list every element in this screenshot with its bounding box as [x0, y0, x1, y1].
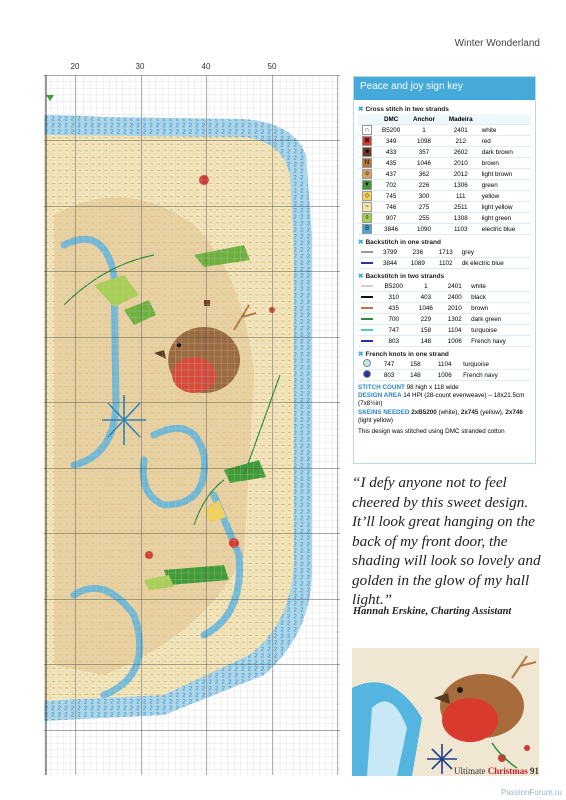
thread-madeira: 2012 [442, 169, 480, 180]
key-row [358, 314, 531, 325]
key-row [358, 325, 531, 336]
key-row [358, 147, 531, 158]
thread-name: grey [460, 247, 531, 258]
thread-dmc: 803 [376, 336, 412, 347]
thread-name: dark brown [480, 147, 531, 158]
thread-name: red [480, 136, 531, 147]
thread-name: electric blue [480, 224, 531, 235]
thread-anchor: 1098 [406, 136, 442, 147]
thread-swatch [358, 370, 376, 381]
thread-madeira: 1006 [440, 336, 469, 347]
cross-icon: ✖ [358, 273, 364, 280]
key-row [358, 169, 531, 180]
key-row [358, 136, 531, 147]
thread-madeira: 2400 [440, 292, 469, 303]
thread-name: brown [469, 303, 531, 314]
backstitch-two-heading: ✖ Backstitch in two strands [358, 273, 445, 280]
thread-anchor: 362 [406, 169, 442, 180]
thread-name: black [469, 292, 531, 303]
thread-swatch: ⊠ [358, 136, 376, 147]
table-header-row [358, 114, 531, 125]
key-row [358, 258, 531, 269]
thread-dmc: 437 [376, 169, 406, 180]
key-row [358, 158, 531, 169]
stitched-sample-photo [352, 648, 539, 776]
stitch-count: STITCH COUNT 98 high x 118 wide [358, 384, 459, 391]
thread-madeira: 1104 [429, 359, 462, 370]
thread-anchor: 1090 [406, 224, 442, 235]
thread-swatch [358, 359, 376, 370]
thread-swatch: ∩ [358, 125, 376, 136]
cross-stitch-heading: ✖ Cross stitch in two strands [358, 106, 449, 113]
quote-attribution: Hannah Erskine, Charting Assistant [353, 606, 512, 617]
thread-anchor: 226 [406, 180, 442, 191]
thread-note: This design was stitched using DMC stranded cotton [358, 427, 505, 435]
key-row [358, 191, 531, 202]
thread-madeira: 2602 [442, 147, 480, 158]
thread-swatch [358, 292, 376, 303]
thread-key-panel [353, 76, 536, 464]
thread-madeira: 1308 [442, 213, 480, 224]
thread-anchor: 148 [412, 336, 441, 347]
backstitch-one-heading: ✖ Backstitch in one strand [358, 239, 441, 246]
thread-anchor: 255 [406, 213, 442, 224]
key-row [358, 247, 531, 258]
thread-name: French navy [461, 370, 531, 381]
thread-swatch: N [358, 158, 376, 169]
thread-madeira: 1713 [432, 247, 460, 258]
thread-anchor: 403 [412, 292, 441, 303]
column-header: Madeira [442, 114, 480, 125]
column-header: DMC [376, 114, 406, 125]
thread-dmc: B5200 [376, 281, 412, 292]
thread-dmc: 435 [376, 158, 406, 169]
cross-icon: ✖ [358, 239, 364, 246]
thread-dmc: 3846 [376, 224, 406, 235]
key-row [358, 180, 531, 191]
thread-swatch: ■ [358, 147, 376, 158]
key-row [358, 224, 531, 235]
thread-name: light brown [480, 169, 531, 180]
thread-dmc: 700 [376, 314, 412, 325]
thread-dmc: 3799 [376, 247, 404, 258]
thread-swatch [358, 258, 376, 269]
key-row [358, 303, 531, 314]
key-row [358, 202, 531, 213]
thread-dmc: 803 [376, 370, 402, 381]
thread-name: yellow [480, 191, 531, 202]
thread-dmc: 435 [376, 303, 412, 314]
thread-madeira: 2401 [442, 125, 480, 136]
key-footer [358, 384, 531, 436]
thread-swatch: o [358, 169, 376, 180]
thread-anchor: 148 [402, 370, 428, 381]
thread-dmc: 349 [376, 136, 406, 147]
thread-dmc: 747 [376, 359, 402, 370]
thread-name: turquoise [469, 325, 531, 336]
thread-madeira: 2010 [440, 303, 469, 314]
thread-swatch [358, 336, 376, 347]
page-folio: Ultimate Christmas 91 [454, 766, 539, 776]
thread-name: French navy [469, 336, 531, 347]
key-row [358, 370, 531, 381]
thread-swatch: ◊ [358, 213, 376, 224]
cross-stitch-chart [44, 75, 340, 775]
thread-name: light yellow [480, 202, 531, 213]
thread-anchor: 229 [412, 314, 441, 325]
thread-dmc: 747 [376, 325, 412, 336]
chart-column-numbers [44, 62, 340, 74]
key-row [358, 359, 531, 370]
skeins-needed: SKEINS NEEDED 2xB5200 (white), 2x745 (yellow), 2x746 (light yellow) [358, 408, 523, 424]
thread-dmc: 745 [376, 191, 406, 202]
column-number: 20 [70, 62, 80, 71]
thread-anchor: 275 [406, 202, 442, 213]
thread-swatch [358, 247, 376, 258]
thread-anchor: 1 [412, 281, 441, 292]
thread-madeira: 2010 [442, 158, 480, 169]
thread-anchor: 158 [412, 325, 441, 336]
chart-grid-svg [44, 75, 340, 775]
thread-name: white [469, 281, 531, 292]
thread-dmc: 433 [376, 147, 406, 158]
key-row [358, 281, 531, 292]
cross-stitch-table [358, 114, 531, 235]
column-number: 50 [267, 62, 277, 71]
thread-madeira: 1104 [440, 325, 469, 336]
thread-madeira: 212 [442, 136, 480, 147]
thread-name: green [480, 180, 531, 191]
key-row [358, 336, 531, 347]
thread-dmc: 907 [376, 213, 406, 224]
thread-swatch: ~ [358, 202, 376, 213]
section-title: Winter Wonderland [454, 38, 540, 49]
thread-dmc: 3844 [376, 258, 404, 269]
backstitch-one-table [358, 247, 531, 269]
thread-swatch [358, 314, 376, 325]
thread-madeira: 1302 [440, 314, 469, 325]
column-header: Anchor [406, 114, 442, 125]
thread-swatch [358, 303, 376, 314]
thread-swatch: ◇ [358, 191, 376, 202]
pull-quote: “I defy anyone not to feel cheered by this sweet design. It’ll look great hanging on the back of my front door, the shading will look so lovely and golden in the glow of my hall light.” [352, 474, 541, 608]
watermark: PassionForum.ru [501, 788, 562, 797]
thread-madeira: 1006 [429, 370, 462, 381]
thread-anchor: 1089 [404, 258, 432, 269]
thread-name: light green [480, 213, 531, 224]
thread-madeira: 2401 [440, 281, 469, 292]
thread-anchor: 1046 [412, 303, 441, 314]
thread-swatch: Ϩ [358, 224, 376, 235]
thread-name: turquoise [461, 359, 531, 370]
key-row [358, 213, 531, 224]
thread-anchor: 158 [402, 359, 428, 370]
thread-name: white [480, 125, 531, 136]
thread-madeira: 1103 [442, 224, 480, 235]
column-header [480, 114, 531, 125]
column-number: 40 [201, 62, 211, 71]
backstitch-two-table [358, 281, 531, 347]
thread-anchor: 357 [406, 147, 442, 158]
thread-dmc: 310 [376, 292, 412, 303]
thread-madeira: 2511 [442, 202, 480, 213]
thread-anchor: 1046 [406, 158, 442, 169]
thread-dmc: 702 [376, 180, 406, 191]
key-title: Peace and joy sign key [354, 77, 535, 100]
key-row [358, 292, 531, 303]
cross-icon: ✖ [358, 351, 364, 358]
photo-svg [352, 648, 539, 776]
thread-swatch [358, 281, 376, 292]
thread-anchor: 1 [406, 125, 442, 136]
cross-icon: ✖ [358, 106, 364, 113]
thread-madeira: 1306 [442, 180, 480, 191]
key-row [358, 125, 531, 136]
design-area: DESIGN AREA 14 HPI (28-count evenweave) – 18x21.5cm (7x8½in) [358, 392, 525, 408]
thread-swatch: ▼ [358, 180, 376, 191]
thread-anchor: 300 [406, 191, 442, 202]
thread-dmc: B5200 [376, 125, 406, 136]
thread-anchor: 236 [404, 247, 432, 258]
thread-madeira: 1102 [432, 258, 460, 269]
thread-swatch [358, 325, 376, 336]
column-number: 30 [135, 62, 145, 71]
french-knots-heading: ✖ French knots in one strand [358, 351, 449, 358]
cross-stitch-rows [358, 125, 531, 235]
thread-name: brown [480, 158, 531, 169]
thread-name: dark green [469, 314, 531, 325]
thread-name: dk electric blue [460, 258, 531, 269]
french-knots-table [358, 359, 531, 381]
thread-madeira: 111 [442, 191, 480, 202]
thread-dmc: 746 [376, 202, 406, 213]
